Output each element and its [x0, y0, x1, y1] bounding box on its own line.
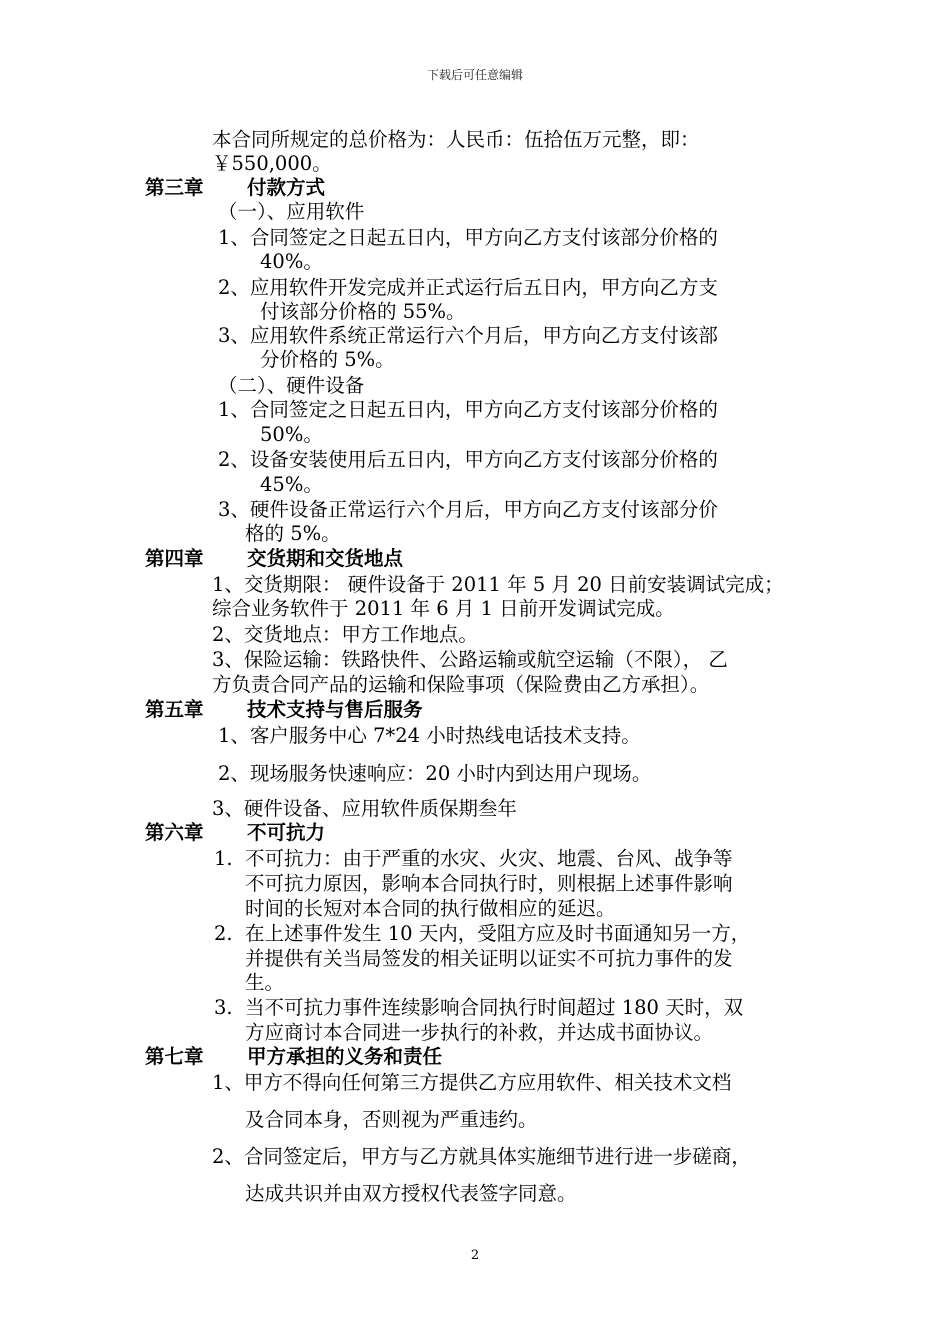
clause-line: 40%。: [260, 250, 323, 273]
section-heading: （二）、硬件设备: [218, 374, 365, 397]
chapter-heading: [145, 821, 325, 845]
clause-line: 1、合同签定之日起五日内，甲方向乙方支付该部分价格的: [218, 226, 718, 249]
section-heading: （一）、应用软件: [218, 200, 365, 223]
header-note: 下载后可任意编辑: [426, 68, 523, 82]
clause-line: 1、合同签定之日起五日内，甲方向乙方支付该部分价格的: [218, 398, 718, 421]
clause-line: 50%。: [260, 423, 323, 446]
clause-line: 并提供有关当局签发的相关证明以证实不可抗力事件的发: [245, 947, 733, 970]
clause-line: 3、硬件设备、应用软件质保期叁年: [212, 797, 517, 820]
chapter-heading: [145, 1045, 442, 1069]
clause-line: 2、现场服务快速响应：20 小时内到达用户现场。: [218, 762, 652, 785]
price-line: 本合同所规定的总价格为：人民币：伍拾伍万元整，即：: [212, 128, 700, 151]
price-line: ￥550,000。: [212, 152, 332, 175]
chapter-title: 不可抗力: [247, 821, 326, 844]
clause-line: 2、合同签定后，甲方与乙方就具体实施细节进行进一步磋商，: [212, 1145, 751, 1168]
clause-line: 时间的长短对本合同的执行做相应的延迟。: [245, 897, 616, 920]
chapter-title: 甲方承担的义务和责任: [247, 1045, 443, 1068]
clause-line: 1、客户服务中心 7*24 小时热线电话技术支持。: [218, 724, 641, 747]
clause-line: 及合同本身，否则视为严重违约。: [245, 1108, 538, 1131]
chapter-number: 第四章: [145, 547, 204, 570]
page-number: 2: [470, 1248, 480, 1263]
clause-line: 3、硬件设备正常运行六个月后，甲方向乙方支付该部分价: [218, 498, 718, 521]
clause-line: 不可抗力原因，影响本合同执行时，则根据上述事件影响: [245, 872, 733, 895]
clause-number: 3.: [214, 996, 233, 1019]
chapter-number: 第三章: [145, 176, 204, 199]
clause-line: 当不可抗力事件连续影响合同执行时间超过 180 天时，双: [245, 996, 744, 1019]
chapter-title: 付款方式: [247, 176, 326, 199]
clause-line: 3、应用软件系统正常运行六个月后，甲方向乙方支付该部: [218, 324, 718, 347]
chapter-number: 第五章: [145, 698, 204, 721]
clause-line: 分价格的 5%。: [260, 348, 395, 371]
clause-line: 达成共识并由双方授权代表签字同意。: [245, 1182, 577, 1205]
chapter-title: 交货期和交货地点: [247, 547, 404, 570]
clause-number: 2.: [214, 922, 233, 945]
clause-line: 1、交货期限： 硬件设备于 2011 年 5 月 20 日前安装调试完成；: [212, 573, 784, 596]
clause-line: 3、保险运输：铁路快件、公路运输或航空运输（不限）， 乙: [212, 648, 728, 671]
clause-line: 综合业务软件于 2011 年 6 月 1 日前开发调试完成。: [212, 597, 675, 620]
clause-number: 1.: [214, 847, 233, 870]
clause-line: 45%。: [260, 473, 323, 496]
clause-line: 生。: [245, 971, 285, 994]
clause-line: 2、交货地点：甲方工作地点。: [212, 623, 478, 646]
clause-line: 2、设备安装使用后五日内，甲方向乙方支付该部分价格的: [218, 448, 718, 471]
chapter-number: 第七章: [145, 1045, 204, 1068]
clause-line: 在上述事件发生 10 天内，受阻方应及时书面通知另一方，: [245, 922, 751, 945]
chapter-heading: [145, 698, 423, 722]
chapter-heading: [145, 547, 403, 571]
clause-line: 格的 5%。: [245, 522, 341, 545]
clause-line: 方应商讨本合同进一步执行的补救，并达成书面协议。: [245, 1021, 714, 1044]
clause-line: 付该部分价格的 55%。: [260, 300, 466, 323]
clause-line: 2、应用软件开发完成并正式运行后五日内，甲方向乙方支: [218, 276, 718, 299]
clause-line: 1、甲方不得向任何第三方提供乙方应用软件、相关技术文档: [212, 1071, 732, 1094]
chapter-heading: [145, 176, 325, 200]
clause-line: 不可抗力：由于严重的水灾、火灾、地震、台风、战争等: [245, 847, 733, 870]
chapter-title: 技术支持与售后服务: [247, 698, 423, 721]
chapter-number: 第六章: [145, 821, 204, 844]
clause-line: 方负责合同产品的运输和保险事项（保险费由乙方承担）。: [212, 673, 710, 696]
